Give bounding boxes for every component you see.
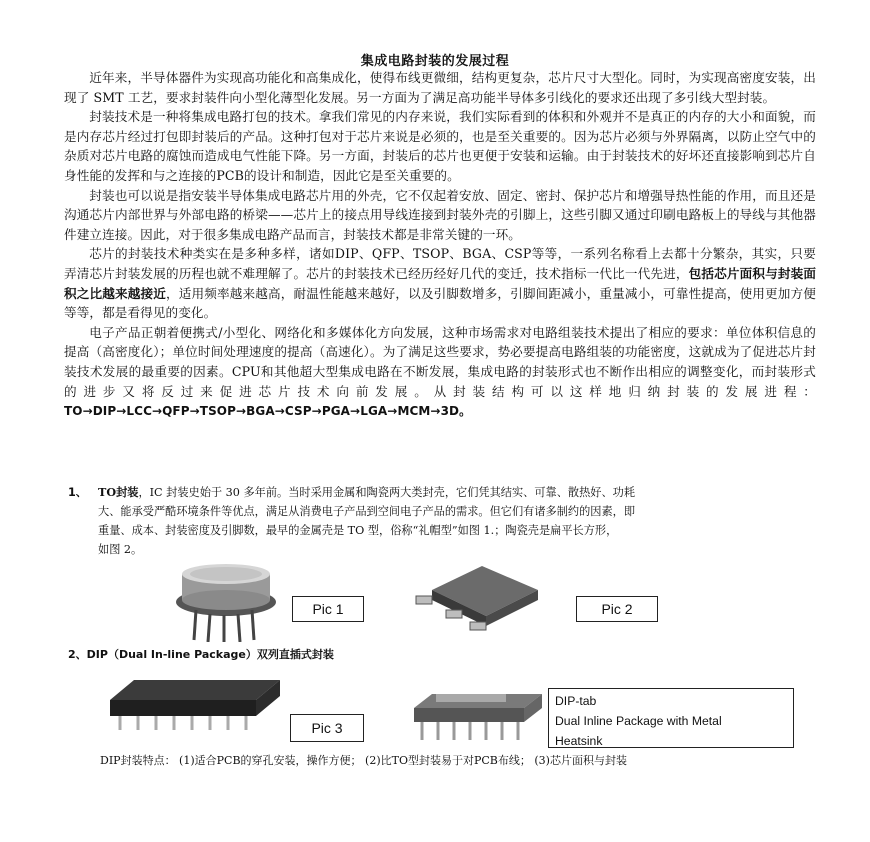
pic-2-label: Pic 2 [576,596,658,622]
section-1-number: 1、 [68,486,87,499]
paragraph-4-text: 芯片的封装技术种类实在是多种多样，诸如DIP、QFP、TSOP、BGA、CSP等等，一系列名称看上去都十分繁杂，其实，只要弄清芯片封装发展的历程也就不难理解了。芯片的封装技术已经历经好几代的变迁，技术指标一代比一代先进， [64,246,816,281]
flat-package-image [412,560,544,640]
section-1-line-3: 重量、成本、封装密度及引脚数，最早的金属壳是 TO 型，俗称“礼帽型”如图 1.；陶瓷壳是扁平长方形， [98,524,618,537]
section-1-line-4: 如图 2。 [98,543,143,556]
body-text [64,68,816,422]
pic-3-label: Pic 3 [290,714,364,742]
paragraph-5 [64,323,816,422]
paragraph-4-bold: 包括芯片面积与封装面积之比越来越接近 [64,265,817,301]
paragraph-5-text: 电子产品正朝着便携式/小型化、网络化和多媒体化方向发展，这种市场需求对电路组装技术提出了相应的要求：单位体积信息的提高（高密度化）；单位时间处理速度的提高（高速化）。为了满足这些要求，势必要提高电路组装的功能密度，这就成为了促进芯片封装技术发展的最重要的因素。CPU和其他超大型集成电路在不断发展，集成电路的封装形式也不断作出相应的调整变化，而封装形式的进步又将反过来促进芯片技术向前发展。从封装结构可以这样地归纳封装的发展进程： [64,324,816,399]
dip-tab-caption-box [548,688,794,748]
document-title: 集成电路封装的发展过程 [360,54,510,69]
package-evolution-flow: TO→DIP→LCC→QFP→TSOP→BGA→CSP→PGA→LGA→MCM→3D。 [64,404,472,419]
paragraph-1: 近年来，半导体器件为实现高功能化和高集成化，使得布线更微细，结构更复杂，芯片尺寸大型化。同时，为实现高密度安装，出现了 SMT 工艺，要求封装件向小型化薄型化发展。另一方面为了满足高功能半导体多引线化的要求还出现了多引线大型封装。 [64,70,816,105]
section-1-to-package [68,483,818,559]
section-1-line-1 [68,483,818,502]
section-2-dip-heading: 2、DIP（Dual In-line Package）双列直插式封装 [68,648,334,661]
dip-chip-image [104,670,284,732]
section-1-text-1: ，IC 封装史始于 30 多年前。当时采用金属和陶瓷两大类封壳，它们凭其结实、可靠、散热好、功耗 [138,486,636,499]
dip-tab-caption-line-2: Dual Inline Package with Metal [555,714,722,728]
paragraph-2: 封装技术是一种将集成电路打包的技术。拿我们常见的内存来说，我们实际看到的体积和外观并不是真正的内存的大小和面貌，而是内存芯片经过打包即封装后的产品。这种打包对于芯片来说是必须的，也是至关重要的。因为芯片必须与外界隔离，以防止空气中的杂质对芯片电路的腐蚀而造成电气性能下降。另一方面，封装后的芯片也更便于安装和运输。由于封装技术的好坏还直接影响到芯片自身性能的发挥和与之连接的PCB的设计和制造，因此它是至关重要的。 [64,109,816,183]
dip-tab-image [406,686,554,744]
pic-1-label: Pic 1 [292,596,364,622]
to-can-image [168,560,286,642]
dip-tab-caption-line-1: DIP-tab [555,694,597,708]
paragraph-4 [64,244,816,322]
dip-tab-caption-line-3: Heatsink [555,734,603,748]
dip-features-note: DIP封装特点： (1)适合PCB的穿孔安装，操作方便； (2)比TO型封装易于对PCB布线； (3)芯片面积与封装 [100,754,627,767]
paragraph-4-rest: ，适用频率越来越高，耐温性能越来越好，以及引脚数增多，引脚间距减小，重量减小，可靠性提高，使用更加方便等等，都是看得见的变化。 [64,285,816,321]
paragraph-3: 封装也可以说是指安装半导体集成电路芯片用的外壳，它不仅起着安放、固定、密封、保护芯片和增强导热性能的作用，而且还是沟通芯片内部世界与外部电路的桥梁——芯片上的接点用导线连接到封装外壳的引脚上，这些引脚又通过印刷电路板上的导线与其他器件建立连接。因此，对于很多集成电路产品而言，封装技术都是非常关键的一环。 [64,187,816,242]
section-1-line-2: 大、能承受严酷环境条件等优点，满足从消费电子产品到空间电子产品的需求。但它们有诸多制约的因素，即 [98,505,636,518]
section-1-heading: TO封装 [98,485,139,499]
